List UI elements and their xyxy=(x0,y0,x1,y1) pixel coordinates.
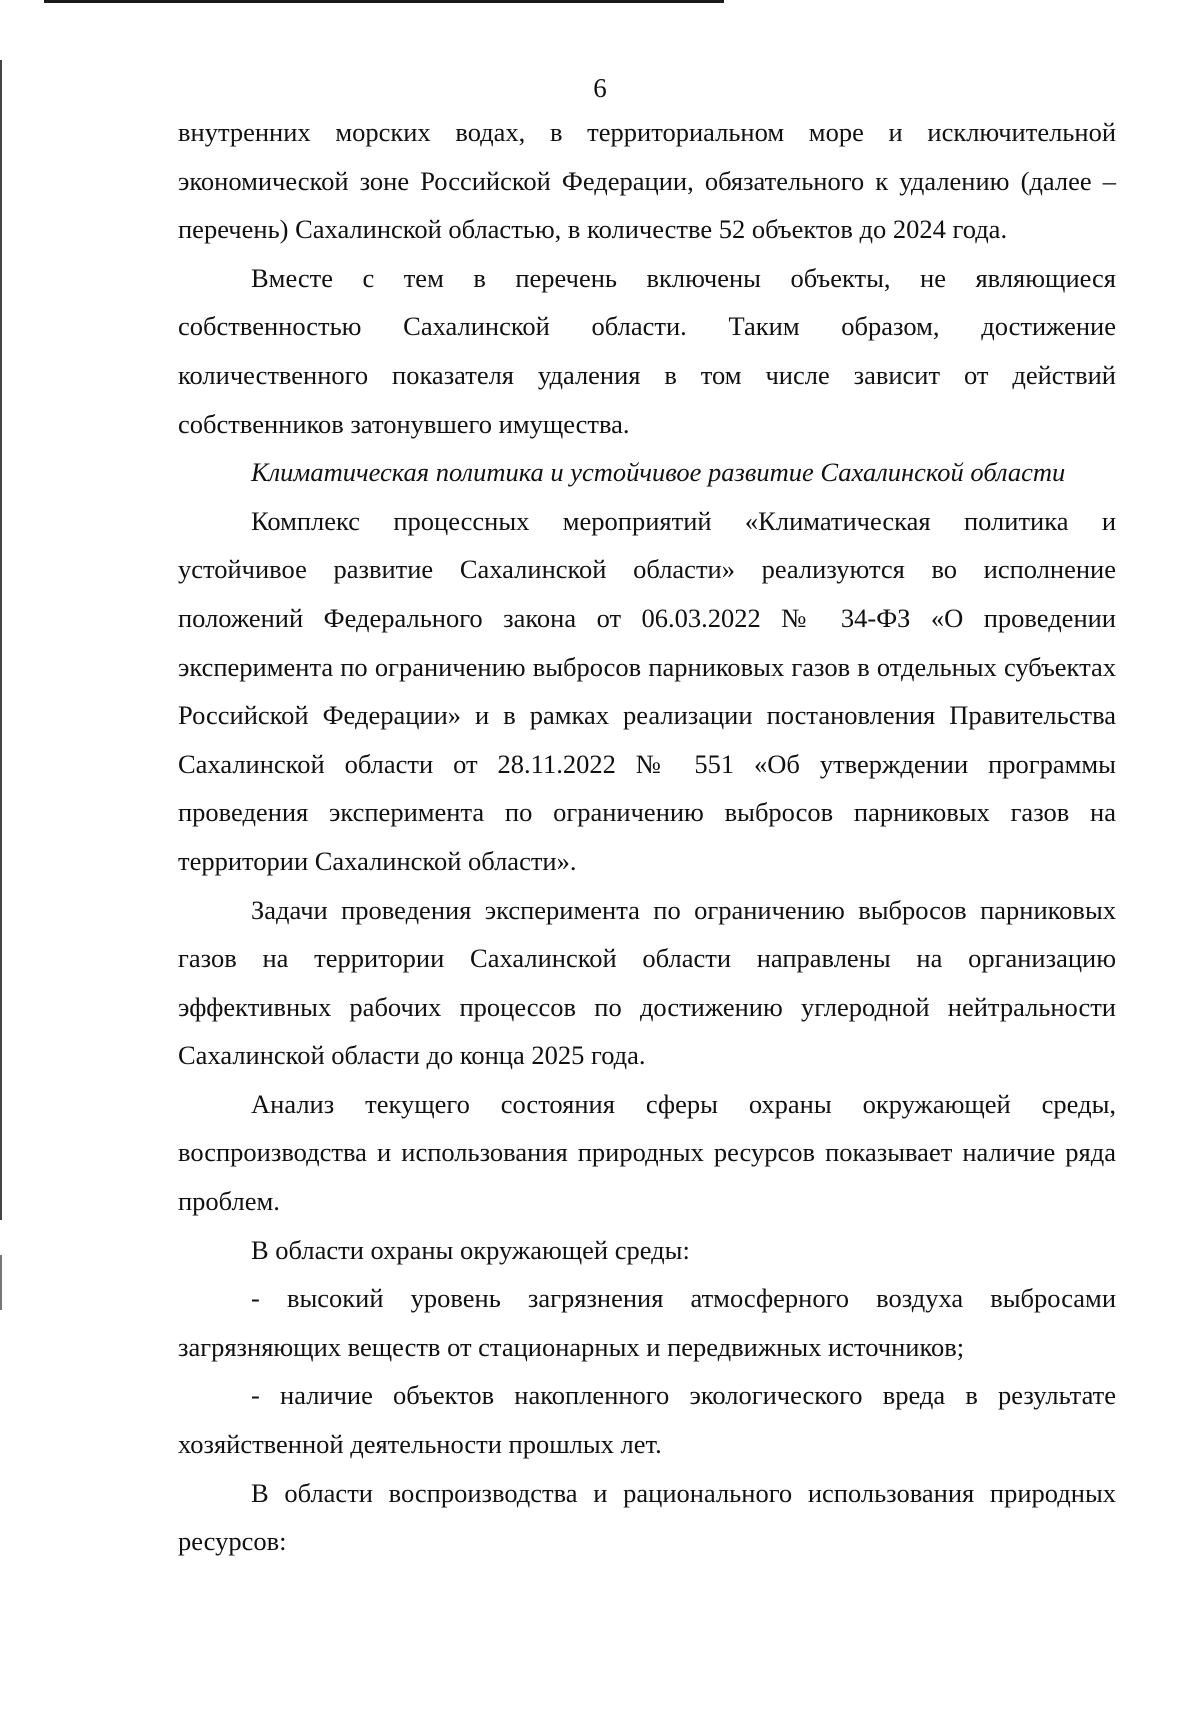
paragraph-experiment-tasks: Задачи проведения эксперимента по ограничению выбросов парниковых газов на территории Сахалинской области направлены на организацию эффективных рабочих процессов по достижению углеродной нейтральности Сахалинской области до конца 2025 года. xyxy=(178,894,1116,1071)
paragraph-analysis: Анализ текущего состояния сферы охраны окружающей среды, воспроизводства и использования природных ресурсов показывает наличие ряда проблем. xyxy=(178,1088,1116,1217)
paragraph-resources-heading: В области воспроизводства и рационального использования природных ресурсов: xyxy=(178,1477,1116,1557)
paragraph-climate-program: Комплекс процессных мероприятий «Климатическая политика и устойчивое развитие Сахалинской области» реализуются во исполнение положений Федерального закона от 06.03.2022 № 34-ФЗ «О проведении эксперимента по ограничению выбросов парниковых газов в отдельных субъектах Российской Федерации» и в рамках реализации постановления Правительства Сахалинской области от 28.11.2022 № 551 «Об утверждении программы проведения эксперимента по ограничению выбросов парниковых газов на территории Сахалинской области». xyxy=(178,505,1116,876)
scan-edge-left xyxy=(0,60,2,1220)
paragraph-continuation: внутренних морских водах, в территориальном море и исключительной экономической зоне Российской Федерации, обязательного к удалению (далее – перечень) Сахалинской областью, в количестве 52 объектов до 2024 года. xyxy=(178,117,1116,245)
paragraph-ownership: Вместе с тем в перечень включены объекты, не являющиеся собственностью Сахалинской области. Таким образом, достижение количественного показателя удаления в том числе зависит от действий собственников затонувшего имущества. xyxy=(178,262,1116,439)
document-body xyxy=(178,108,1116,1566)
scan-border-top xyxy=(44,0,724,3)
scan-edge-left-lower xyxy=(0,1255,2,1310)
page-number: 6 xyxy=(593,73,607,103)
list-item-air-pollution: - высокий уровень загрязнения атмосферного воздуха выбросами загрязняющих веществ от стационарных и передвижных источников; xyxy=(178,1283,1116,1362)
paragraph-environment-heading: В области охраны окружающей среды: xyxy=(251,1234,690,1265)
list-item-accumulated-damage: - наличие объектов накопленного экологического вреда в результате хозяйственной деятельности прошлых лет. xyxy=(178,1380,1116,1460)
section-heading-climate: Климатическая политика и устойчивое развитие Сахалинской области xyxy=(251,457,1066,488)
